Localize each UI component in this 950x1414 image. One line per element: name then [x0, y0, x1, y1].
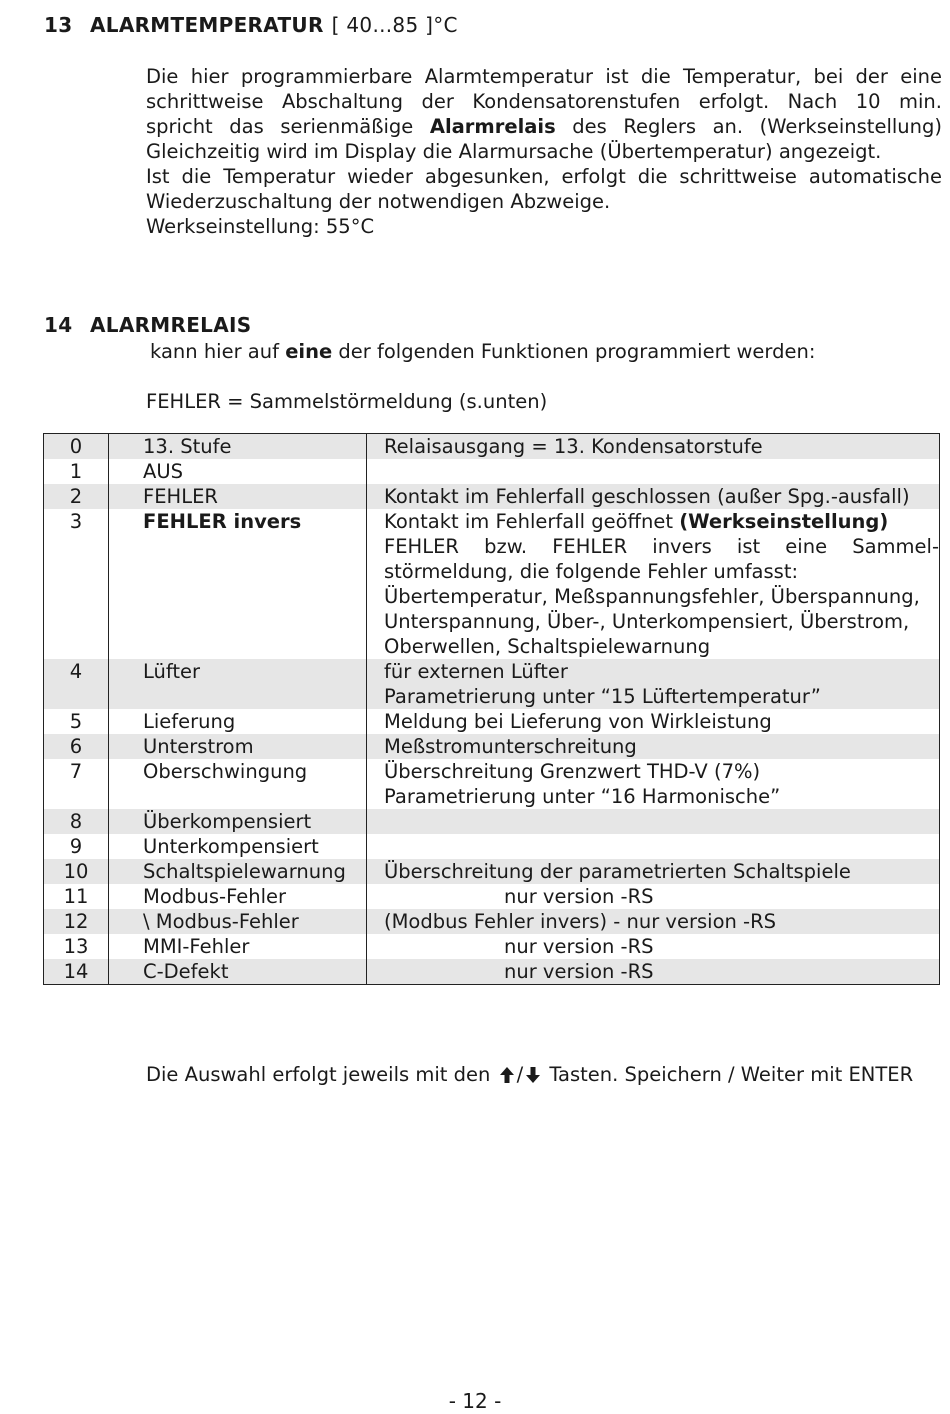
- function-name: MMI-Fehler: [109, 934, 367, 959]
- function-description: [367, 859, 939, 884]
- row-number: 9: [44, 834, 109, 859]
- table-row: [44, 834, 939, 859]
- function-description: [367, 809, 939, 834]
- section-13-line: schrittweise Abschaltung der Kondensatorenstufen erfolgt. Nach 10 min.: [146, 90, 942, 113]
- function-name: Unterkompensiert: [109, 834, 367, 859]
- arrow-separator: /: [516, 1063, 524, 1086]
- instruction-text-before: Die Auswahl erfolgt jeweils mit den: [146, 1063, 491, 1086]
- section-13-line: Wiederzuschaltung der notwendigen Abzweige.: [146, 190, 611, 213]
- table-row: [44, 759, 939, 809]
- section-14-number: 14: [44, 313, 73, 337]
- section-13-line: Ist die Temperatur wieder abgesunken, erfolgt die schrittweise automatische: [146, 165, 942, 188]
- description-line: [384, 834, 939, 859]
- instruction-text-after: Tasten. Speichern / Weiter mit ENTER: [549, 1063, 914, 1086]
- description-line: Oberwellen, Schaltspielewarnung: [384, 635, 711, 658]
- row-number: 2: [44, 484, 109, 509]
- function-name: Lieferung: [109, 709, 367, 734]
- section-13-range: [ 40...85 ]°C: [331, 13, 458, 37]
- section-13-line: Werkseinstellung: 55°C: [146, 215, 375, 238]
- function-name: \ Modbus-Fehler: [109, 909, 367, 934]
- section-13-title: ALARMTEMPERATUR: [90, 13, 324, 37]
- section-14-heading: [44, 313, 251, 338]
- description-line: Meßstromunterschreitung: [384, 735, 637, 758]
- page-number: - 12 -: [448, 1389, 502, 1413]
- row-number: 7: [44, 759, 109, 809]
- table-row: [44, 909, 939, 934]
- function-description: [367, 734, 939, 759]
- function-description: [367, 459, 939, 484]
- section-13-body: [146, 64, 942, 239]
- function-description: [367, 884, 939, 909]
- section-14-intro: kann hier auf eine der folgenden Funktionen programmiert werden:: [150, 340, 816, 363]
- function-description: [367, 934, 939, 959]
- table-row: [44, 459, 939, 484]
- function-description: [367, 834, 939, 859]
- description-line: nur version -RS: [504, 960, 654, 983]
- function-description: [367, 484, 939, 509]
- function-name: Unterstrom: [109, 734, 367, 759]
- description-line: [384, 809, 939, 834]
- row-number: 8: [44, 809, 109, 834]
- section-13-heading: [44, 13, 458, 38]
- table-row: [44, 434, 939, 459]
- row-number: 3: [44, 509, 109, 659]
- description-line: Meldung bei Lieferung von Wirkleistung: [384, 710, 772, 733]
- arrow-down-icon: [525, 1065, 541, 1090]
- row-number: 6: [44, 734, 109, 759]
- table-row: [44, 659, 939, 709]
- section-13-line: Die hier programmierbare Alarmtemperatur ist die Temperatur, bei der eine: [146, 65, 942, 88]
- function-name: C-Defekt: [109, 959, 367, 984]
- table-row: [44, 709, 939, 734]
- table-row: [44, 884, 939, 909]
- table-row: [44, 809, 939, 834]
- description-line: FEHLER bzw. FEHLER invers ist eine Sammel-: [384, 535, 939, 558]
- row-number: 0: [44, 434, 109, 459]
- description-line: Kontakt im Fehlerfall geöffnet (Werkseinstellung): [384, 510, 889, 533]
- function-description: [367, 659, 939, 709]
- section-13-line: spricht das serienmäßige Alarmrelais des Reglers an. (Werkseinstellung): [146, 115, 942, 138]
- row-number: 4: [44, 659, 109, 709]
- section-14-note: FEHLER = Sammelstörmeldung (s.unten): [146, 390, 548, 413]
- description-line: Parametrierung unter “16 Harmonische”: [384, 785, 781, 808]
- function-name: FEHLER: [109, 484, 367, 509]
- description-line: Unterspannung, Über-, Unterkompensiert, Überstrom,: [384, 610, 910, 633]
- arrow-up-icon: [499, 1065, 515, 1090]
- description-line: Relaisausgang = 13. Kondensatorstufe: [384, 435, 763, 458]
- function-description: [367, 909, 939, 934]
- function-name: Schaltspielewarnung: [109, 859, 367, 884]
- row-number: 1: [44, 459, 109, 484]
- description-line: nur version -RS: [504, 885, 654, 908]
- section-13-line: Gleichzeitig wird im Display die Alarmursache (Übertemperatur) angezeigt.: [146, 140, 882, 163]
- function-name: FEHLER invers: [109, 509, 367, 659]
- description-line: Übertemperatur, Meßspannungsfehler, Überspannung,: [384, 585, 920, 608]
- function-description: [367, 959, 939, 984]
- description-line: Parametrierung unter “15 Lüftertemperatur”: [384, 685, 821, 708]
- function-description: [367, 709, 939, 734]
- table-row: [44, 734, 939, 759]
- table-row: [44, 959, 939, 984]
- row-number: 10: [44, 859, 109, 884]
- row-number: 13: [44, 934, 109, 959]
- section-13-number: 13: [44, 13, 73, 37]
- row-number: 11: [44, 884, 109, 909]
- description-line: nur version -RS: [504, 935, 654, 958]
- table-row: [44, 509, 939, 659]
- row-number: 12: [44, 909, 109, 934]
- function-name: Oberschwingung: [109, 759, 367, 809]
- function-description: [367, 434, 939, 459]
- table-row: [44, 484, 939, 509]
- row-number: 5: [44, 709, 109, 734]
- description-line: [384, 459, 939, 484]
- function-name: AUS: [109, 459, 367, 484]
- description-line: Kontakt im Fehlerfall geschlossen (außer Spg.-ausfall): [384, 485, 910, 508]
- description-line: (Modbus Fehler invers) - nur version -RS: [384, 910, 777, 933]
- row-number: 14: [44, 959, 109, 984]
- description-line: störmeldung, die folgende Fehler umfasst:: [384, 560, 799, 583]
- function-name: Überkompensiert: [109, 809, 367, 834]
- function-description: [367, 509, 939, 659]
- function-description: [367, 759, 939, 809]
- description-line: für externen Lüfter: [384, 660, 568, 683]
- table-row: [44, 859, 939, 884]
- description-line: Überschreitung der parametrierten Schaltspiele: [384, 860, 851, 883]
- selection-instruction: [146, 1062, 913, 1090]
- description-line: Überschreitung Grenzwert THD-V (7%): [384, 760, 761, 783]
- function-name: 13. Stufe: [109, 434, 367, 459]
- function-name: Lüfter: [109, 659, 367, 709]
- section-14-title: ALARMRELAIS: [90, 313, 252, 337]
- function-name: Modbus-Fehler: [109, 884, 367, 909]
- alarm-relay-function-table: [43, 433, 940, 985]
- table-row: [44, 934, 939, 959]
